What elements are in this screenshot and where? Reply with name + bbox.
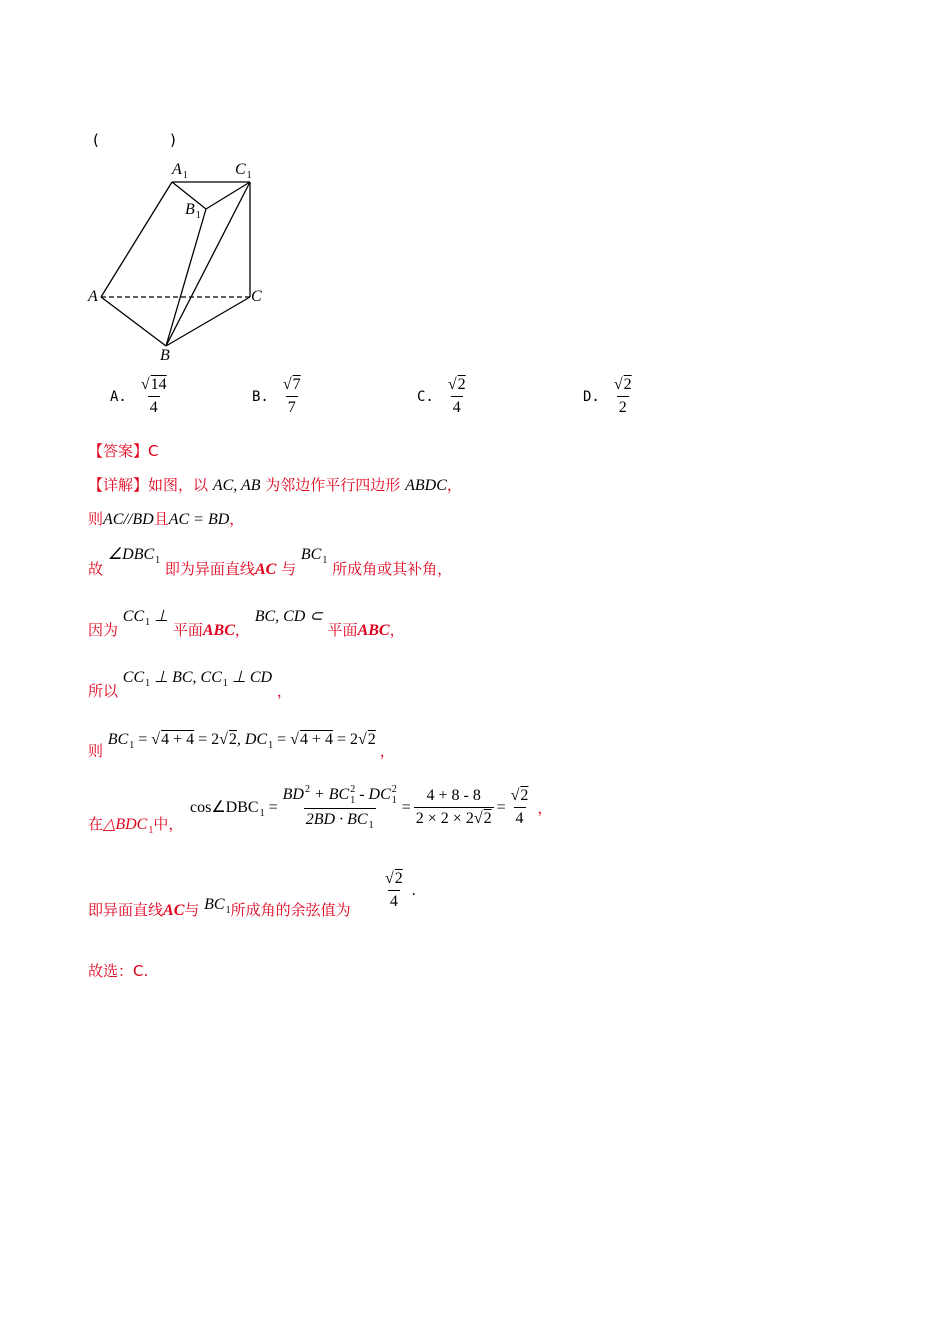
edge-a1a [101,182,172,297]
detail-line-5: 所以 $CC_1$ ⊥ BC, $CC_1$ ⊥ CD ， [88,669,292,700]
final-value: $\frac{√2}{4}$ . [385,870,416,910]
option-d[interactable]: D. $\frac{√2}{2}$ [583,376,632,416]
detail-line-1: 【详解】如图，以 AC, AB 为邻边作平行四边形 ABDC， [88,476,462,494]
prism-figure [80,155,280,370]
option-a[interactable]: A. $\frac{√14}{4}$ [110,376,167,416]
label-c: C [251,288,262,305]
answer-line: 【答案】C [88,442,159,460]
detail-line-2: 则AC//BD且AC = BD， [88,510,245,528]
answer-blank-close: ) [170,131,176,149]
conclusion: 故选：C. [88,962,149,980]
label-b: B [160,347,170,364]
cosine-formula: $\cos\angle DBC_1$ = $\frac{BD^2 + BC_1^2 - DC_1^2}{2BD \cdot BC_1}$ = $\frac{4 + 8 - 8}{2 \times 2 \times 2√2}$ = $\frac{√2}{4}$ ， [190,784,553,831]
label-a: A [88,288,98,305]
detail-line-4: 因为 $CC_1$ ⊥ 平面ABC， BC, CD ⊂ 平面ABC， [88,608,405,639]
label-b1: $B_1$ [185,201,201,221]
option-b[interactable]: B. $\frac{√7}{7}$ [252,376,301,416]
edge-ab [101,297,166,346]
detail-line-8: 即异面直线AC与 $BC_1$所成角的余弦值为 [88,896,351,919]
detail-line-3: 故 $\angle DBC_1$ 即为异面直线AC 与 $BC_1$ 所成角或其补角， [88,546,453,578]
label-c1: $C_1$ [235,161,252,181]
option-c[interactable]: C. $\frac{√2}{4}$ [417,376,466,416]
answer-blank-open: ( [93,131,99,149]
detail-line-6: 则 $BC_1 = √4 + 4 = 2√2$, $DC_1 = √4 + 4 = 2√2$ ， [88,731,395,760]
detail-line-7: 在$\triangle BDC_1$中， [88,815,184,836]
label-a1: $A_1$ [172,161,188,181]
